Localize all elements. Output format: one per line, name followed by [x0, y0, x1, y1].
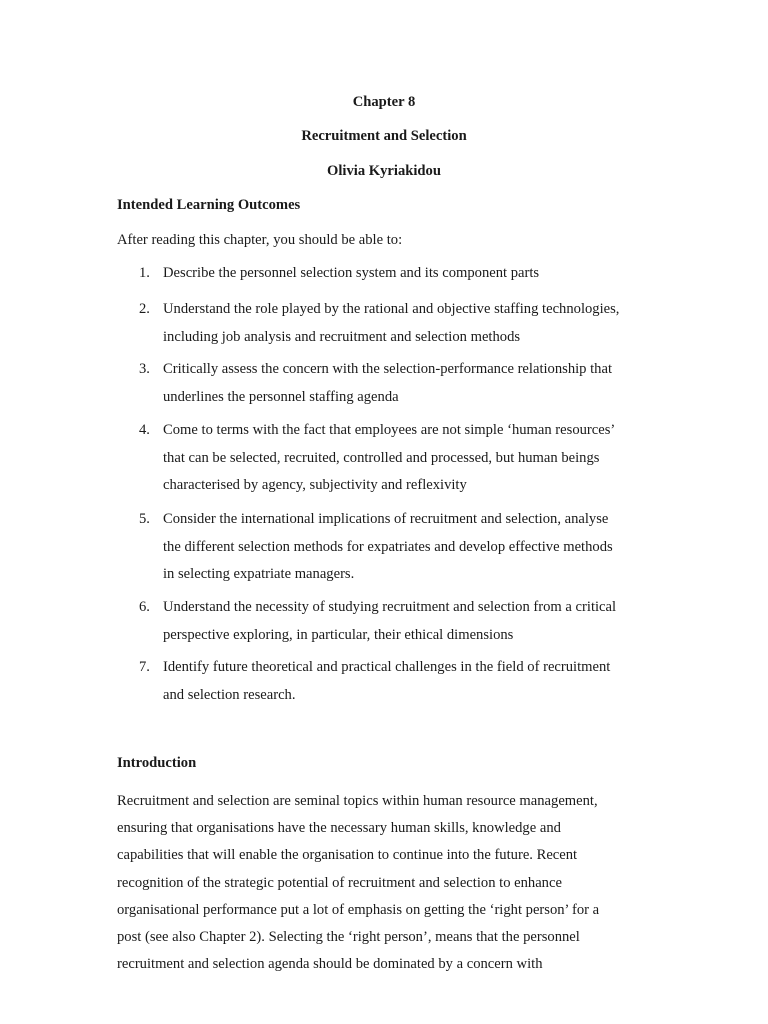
chapter-author: Olivia Kyriakidou — [327, 163, 441, 179]
outcome-line: Come to terms with the fact that employees are not simple ‘human resources’ — [163, 422, 616, 438]
paragraph-line: ensuring that organisations have the necessary human skills, knowledge and — [117, 820, 561, 837]
outcome-text — [163, 260, 663, 288]
paragraph-line: Recruitment and selection are seminal topics within human resource management, — [117, 793, 598, 809]
paragraph-line: post (see also Chapter 2). Selecting the ‘right person’, means that the personnel — [117, 929, 580, 946]
outcome-number: 2. — [139, 301, 150, 317]
outcome-line: and selection research. — [163, 686, 296, 703]
outcome-text — [163, 296, 663, 351]
chapter-title: Recruitment and Selection — [301, 128, 467, 144]
outcome-line: Understand the role played by the rational and objective staffing technologies, — [163, 301, 620, 317]
introduction-paragraph — [117, 788, 657, 978]
outcome-number: 6. — [139, 599, 150, 615]
outcome-line: perspective exploring, in particular, their ethical dimensions — [163, 626, 514, 643]
outcome-line: the different selection methods for expatriates and develop effective methods — [163, 538, 613, 555]
paragraph-line: recruitment and selection agenda should be dominated by a concern with — [117, 956, 543, 973]
outcome-line: underlines the personnel staffing agenda — [163, 388, 399, 405]
outcome-number: 1. — [139, 265, 150, 281]
outcome-line: Consider the international implications of recruitment and selection, analyse — [163, 511, 609, 527]
outcome-line: characterised by agency, subjectivity and reflexivity — [163, 477, 467, 493]
outcome-number: 7. — [139, 659, 150, 675]
outcomes-heading: Intended Learning Outcomes — [117, 197, 301, 213]
outcome-number: 5. — [139, 511, 150, 527]
chapter-number: Chapter 8 — [352, 94, 416, 110]
outcome-text — [163, 594, 663, 649]
outcome-text — [163, 654, 663, 709]
paragraph-line: recognition of the strategic potential of recruitment and selection to enhance — [117, 874, 562, 891]
outcome-number: 4. — [139, 422, 150, 438]
outcome-line: Describe the personnel selection system and its component parts — [163, 265, 540, 281]
outcome-line: Understand the necessity of studying recruitment and selection from a critical — [163, 599, 617, 615]
outcome-line: in selecting expatriate managers. — [163, 566, 355, 582]
paragraph-line: organisational performance put a lot of emphasis on getting the ‘right person’ for a — [117, 901, 600, 918]
outcome-line: Critically assess the concern with the selection-performance relationship that — [163, 361, 613, 377]
outcomes-intro: After reading this chapter, you should be able to: — [117, 232, 403, 248]
outcome-number: 3. — [139, 361, 150, 377]
outcome-text — [163, 506, 663, 589]
outcome-line: Identify future theoretical and practical challenges in the field of recruitment — [163, 659, 611, 675]
outcome-line: including job analysis and recruitment and selection methods — [163, 328, 521, 345]
introduction-heading: Introduction — [117, 755, 197, 771]
outcome-text — [163, 356, 663, 411]
outcome-text — [163, 417, 663, 500]
outcome-line: that can be selected, recruited, controlled and processed, but human beings — [163, 449, 600, 466]
paragraph-line: capabilities that will enable the organisation to continue into the future. Recent — [117, 847, 578, 864]
